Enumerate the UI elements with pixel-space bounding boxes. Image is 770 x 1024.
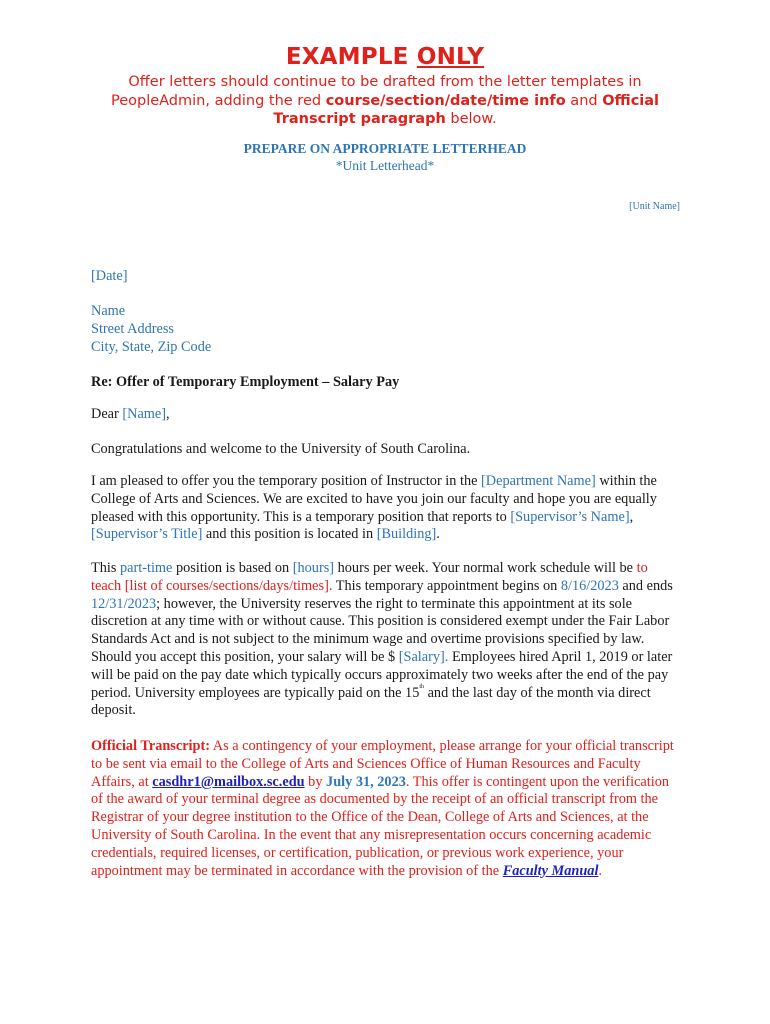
faculty-manual-link[interactable]: Faculty Manual xyxy=(502,862,599,879)
transcript-label: Official Transcript: xyxy=(91,738,210,754)
transcript-paragraph: Official Transcript: As a contingency of your employment, please arrange for your official transcript to be sent via email to the College of Arts and Sciences Office of Human Resources and Faculty Affairs, at casdhr1@mailbox.sc.edu by July 31, 2023. This offer is contingent upon the verification of the award of your terminal degree as documented by the receipt of an official transcript from the Registrar of your degree institution to the Office of the Dean, College of Arts and Sciences, at the University of South Carolina. In the event that any misrepresentation occurs concerning academic credentials, required licenses, or certification, publication, or previous work experience, your appointment may be terminated in accordance with the provision of the Faculty Manual. xyxy=(91,738,674,879)
recipient-city: City, State, Zip Code xyxy=(91,338,212,355)
subject-line: Re: Offer of Temporary Employment – Salary Pay xyxy=(91,374,400,390)
unit-letterhead-label: *Unit Letterhead* xyxy=(335,158,435,173)
part-time-placeholder: part-time xyxy=(120,560,173,576)
recipient-address xyxy=(91,303,681,356)
supervisor-title-placeholder: [Supervisor’s Title] xyxy=(91,526,203,543)
salary-placeholder: [Salary]. xyxy=(398,648,449,665)
unit-name-placeholder: [Unit Name] xyxy=(629,201,680,212)
position-paragraph: I am pleased to offer you the temporary position of Instructor in the [Department Name] within the College of Arts and Sciences. We are excited to have you join our faculty and hope you are equally pleased with this opportunity. This is a temporary position that reports to [Supervisor’s Name], [Supervisor’s Title] and this position is located in [Building]. xyxy=(91,473,657,543)
hours-placeholder: [hours] xyxy=(292,560,335,576)
only-word: ONLY xyxy=(416,44,485,70)
example-word: EXAMPLE xyxy=(285,44,409,70)
hr-email-link[interactable]: casdhr1@mailbox.sc.edu xyxy=(152,773,305,790)
instruction-note: Offer letters should continue to be drafted from the letter templates in PeopleAdmin, adding the red course/section/date/time info and Official Transcript paragraph below. xyxy=(110,74,660,127)
prepare-letterhead-heading: PREPARE ON APPROPRIATE LETTERHEAD xyxy=(243,141,527,156)
congratulations-line: Congratulations and welcome to the University of South Carolina. xyxy=(91,441,471,457)
supervisor-name-placeholder: [Supervisor’s Name] xyxy=(510,508,630,525)
date-placeholder: [Date] xyxy=(91,268,128,284)
schedule-paragraph: This part-time position is based on [hours] hours per week. Your normal work schedule will be to teach [list of courses/sections/days/times]. This temporary appointment begins on 8/16/2023 and ends 12/31/2023; however, the University reserves the right to terminate this appointment at its sole discretion at any time with or without cause. This position is considered exempt under the Fair Labor Standards Act and is not subject to the minimum wage and overtime provisions specified by law. Should you accept this position, your salary will be $ [Salary]. Employees hired April 1, 2019 or later will be paid on the pay date which typically occurs approximately two weeks after the end of the pay period. University employees are typically paid on the 15th and the last day of the month via direct deposit. xyxy=(91,560,673,719)
transcript-deadline: July 31, 2023 xyxy=(326,773,406,790)
example-only-heading xyxy=(0,44,770,70)
greeting: Dear [Name], xyxy=(91,406,170,422)
recipient-name: Name xyxy=(91,303,126,319)
course-info-placeholder: to teach [list of courses/sections/days/times]. xyxy=(91,560,648,594)
recipient-street: Street Address xyxy=(91,320,174,337)
start-date: 8/16/2023 xyxy=(560,577,619,594)
end-date: 12/31/2023 xyxy=(91,595,157,612)
department-placeholder: [Department Name] xyxy=(481,473,596,489)
building-placeholder: [Building] xyxy=(376,526,437,543)
greeting-name-placeholder: [Name] xyxy=(122,406,167,422)
